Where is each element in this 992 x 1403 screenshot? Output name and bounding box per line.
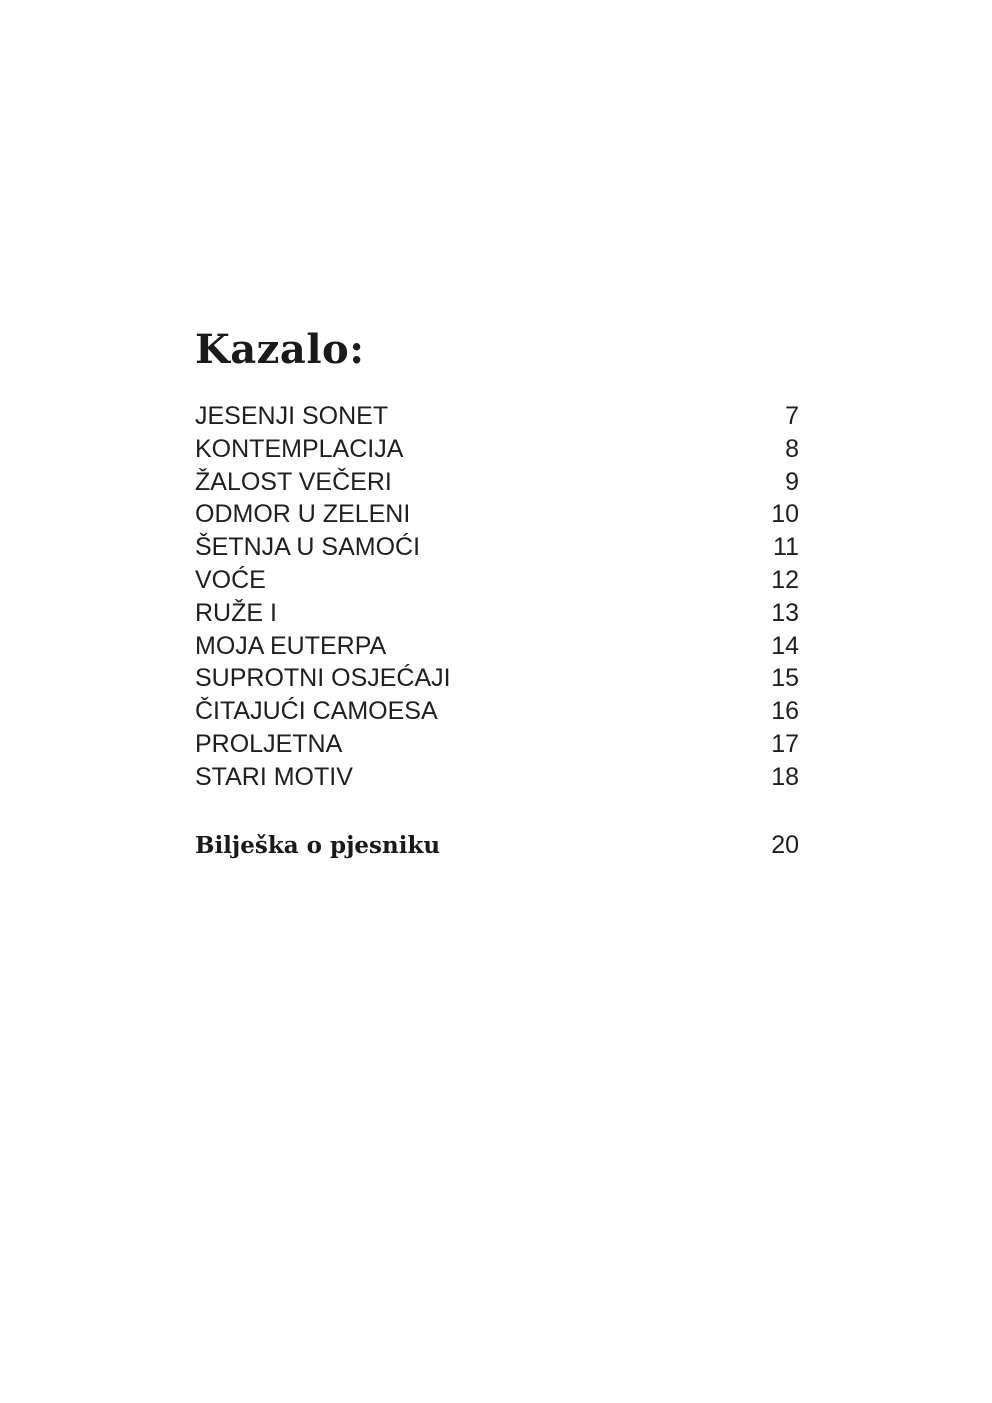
toc-entry [195,564,799,597]
toc-entry-page: 16 [771,697,799,726]
toc-entry-title: ŽALOST VEČERI [195,467,392,496]
note-title: Bilješka o pjesniku [195,832,441,859]
page-title: Kazalo: [195,326,365,373]
toc-entry [195,695,799,728]
toc-entry-title: ŠETNJA U SAMOĆI [195,533,421,562]
toc-entry-page: 14 [771,631,799,660]
toc-entry-page: 11 [773,533,799,562]
toc-entry [195,597,799,630]
toc-entry-title: KONTEMPLACIJA [195,434,404,463]
toc-entry-page: 9 [785,467,799,496]
toc-entry-page: 12 [771,565,799,594]
toc-entry-title: SUPROTNI OSJEĆAJI [195,664,451,693]
toc-entry-page: 13 [771,598,799,627]
toc-entry [195,630,799,663]
toc-entry [195,466,799,499]
note-page: 20 [771,831,799,859]
toc-entry-title: JESENJI SONET [195,402,389,430]
toc-entry-title: RUŽE I [195,598,277,627]
toc-entry-title: STARI MOTIV [195,762,353,791]
table-of-contents [195,400,799,794]
toc-entry [195,531,799,564]
toc-entry [195,662,799,695]
toc-entry-page: 10 [771,500,799,529]
toc-entry-page: 15 [771,664,799,693]
toc-entry-page: 8 [785,434,799,463]
toc-entry [195,400,799,433]
toc-entry-title: VOĆE [195,565,266,594]
toc-entry [195,433,799,466]
toc-entry-title: ODMOR U ZELENI [195,500,411,529]
toc-entry-title: ČITAJUĆI CAMOESA [195,697,438,726]
toc-entry-page: 7 [785,402,799,430]
toc-entry [195,498,799,531]
toc-entry-page: 17 [771,729,799,758]
toc-entry-title: PROLJETNA [195,729,343,758]
toc-entry-page: 18 [771,762,799,791]
toc-entry-title: MOJA EUTERPA [195,631,387,660]
toc-note-entry [195,827,799,863]
toc-entry [195,728,799,761]
toc-entry [195,761,799,794]
